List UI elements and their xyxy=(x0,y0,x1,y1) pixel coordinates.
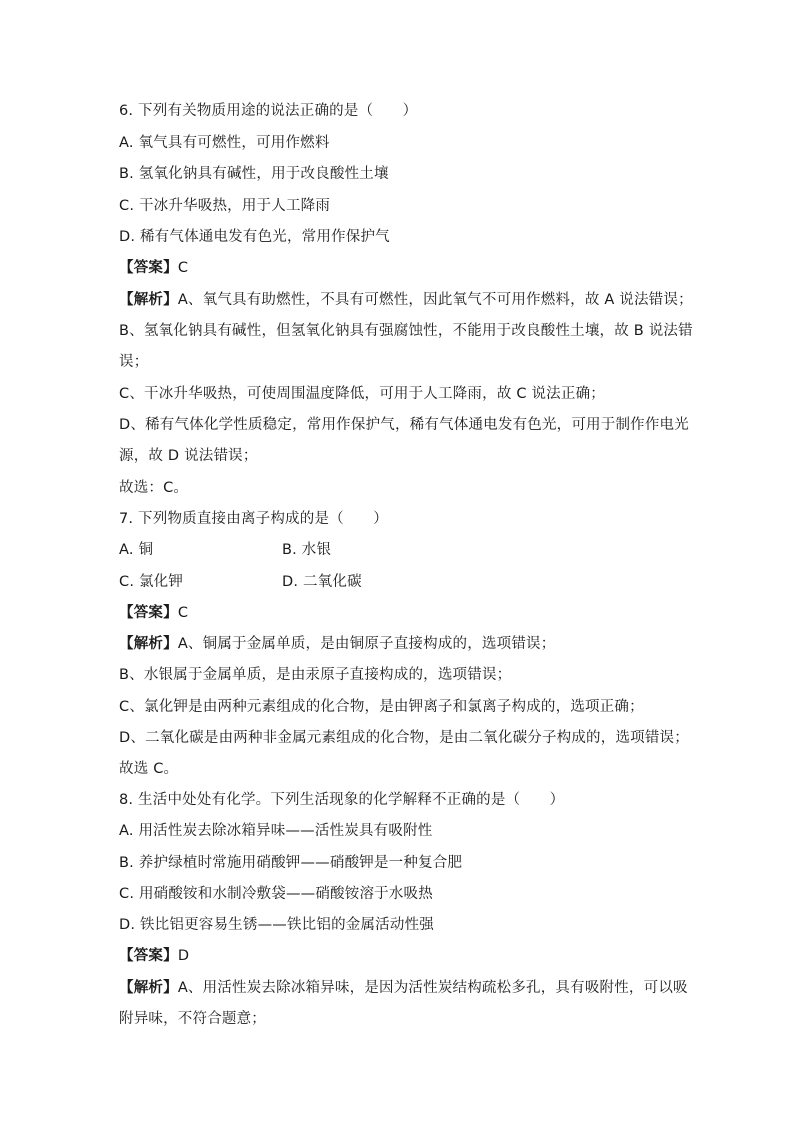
answer-value: C xyxy=(177,260,189,276)
answer-tag: 【答案】 xyxy=(119,948,178,964)
q6-analysis-line-4: C、干冰升华吸热，可使周围温度降低，可用于人工降雨，故 C 说法正确； xyxy=(119,386,605,402)
q6-analysis-line-2: B、氢氧化钠具有碱性，但氢氧化钠具有强腐蚀性，不能用于改良酸性土壤，故 B 说法错 xyxy=(119,323,693,339)
q7-option-c: C. 氯化钾 xyxy=(119,574,184,590)
analysis-text: A、用活性炭去除冰箱异味，是因为活性炭结构疏松多孔，具有吸附性，可以吸 xyxy=(177,980,688,996)
q7-option-d: D. 二氧化碳 xyxy=(282,574,362,590)
analysis-text: A、铜属于金属单质，是由铜原子直接构成的，选项错误； xyxy=(177,636,556,652)
q8-answer xyxy=(119,946,189,966)
q8-option-d: D. 铁比铝更容易生锈——铁比铝的金属活动性强 xyxy=(119,917,434,933)
q7-option-a: A. 铜 xyxy=(119,542,154,558)
q7-analysis-line-1 xyxy=(119,634,555,654)
q6-option-b: B. 氢氧化钠具有碱性，用于改良酸性土壤 xyxy=(119,166,389,182)
q8-option-b: B. 养护绿植时常施用硝酸钾——硝酸钾是一种复合肥 xyxy=(119,855,463,871)
q8-analysis-line-1 xyxy=(119,978,688,998)
q6-analysis-line-1 xyxy=(119,290,693,310)
q7-option-b: B. 水银 xyxy=(282,542,332,558)
q7-stem: 7. 下列物质直接由离子构成的是（ ） xyxy=(119,511,388,527)
answer-value: D xyxy=(177,948,190,964)
q7-conclusion: 故选 C。 xyxy=(119,761,179,777)
q8-analysis-line-2: 附异味，不符合题意； xyxy=(119,1011,266,1027)
answer-tag: 【答案】 xyxy=(119,260,178,276)
q6-option-c: C. 干冰升华吸热，用于人工降雨 xyxy=(119,198,331,214)
analysis-tag: 【解析】 xyxy=(119,980,178,996)
analysis-text: A、氧气具有助燃性，不具有可燃性，因此氧气不可用作燃料，故 A 说法错误； xyxy=(177,292,693,308)
q6-analysis-line-5: D、稀有气体化学性质稳定，常用作保护气，稀有气体通电发有色光，可用于制作作电光 xyxy=(119,417,689,433)
analysis-tag: 【解析】 xyxy=(119,292,178,308)
q7-analysis-line-3: C、氯化钾是由两种元素组成的化合物，是由钾离子和氯离子构成的，选项正确； xyxy=(119,699,644,715)
q8-option-c: C. 用硝酸铵和水制冷敷袋——硝酸铵溶于水吸热 xyxy=(119,886,433,902)
q6-option-a: A. 氧气具有可燃性，可用作燃料 xyxy=(119,135,330,151)
q6-analysis-line-3: 误； xyxy=(119,354,149,370)
q7-analysis-line-2: B、水银属于金属单质，是由汞原子直接构成的，选项错误； xyxy=(119,667,512,683)
q6-conclusion: 故选：C。 xyxy=(119,480,189,496)
q7-answer xyxy=(119,603,188,623)
q6-option-d: D. 稀有气体通电发有色光，常用作保护气 xyxy=(119,229,390,245)
q8-stem: 8. 生活中处处有化学。下列生活现象的化学解释不正确的是（ ） xyxy=(119,792,565,808)
q8-option-a: A. 用活性炭去除冰箱异味——活性炭具有吸附性 xyxy=(119,823,433,839)
answer-value: C xyxy=(177,605,189,621)
analysis-tag: 【解析】 xyxy=(119,636,178,652)
q6-answer xyxy=(119,258,188,278)
answer-tag: 【答案】 xyxy=(119,605,178,621)
q6-analysis-line-6: 源，故 D 说法错误； xyxy=(119,448,258,464)
q6-stem: 6. 下列有关物质用途的说法正确的是（ ） xyxy=(119,103,418,119)
q7-analysis-line-4: D、二氧化碳是由两种非金属元素组成的化合物，是由二氧化碳分子构成的，选项错误； xyxy=(119,730,689,746)
